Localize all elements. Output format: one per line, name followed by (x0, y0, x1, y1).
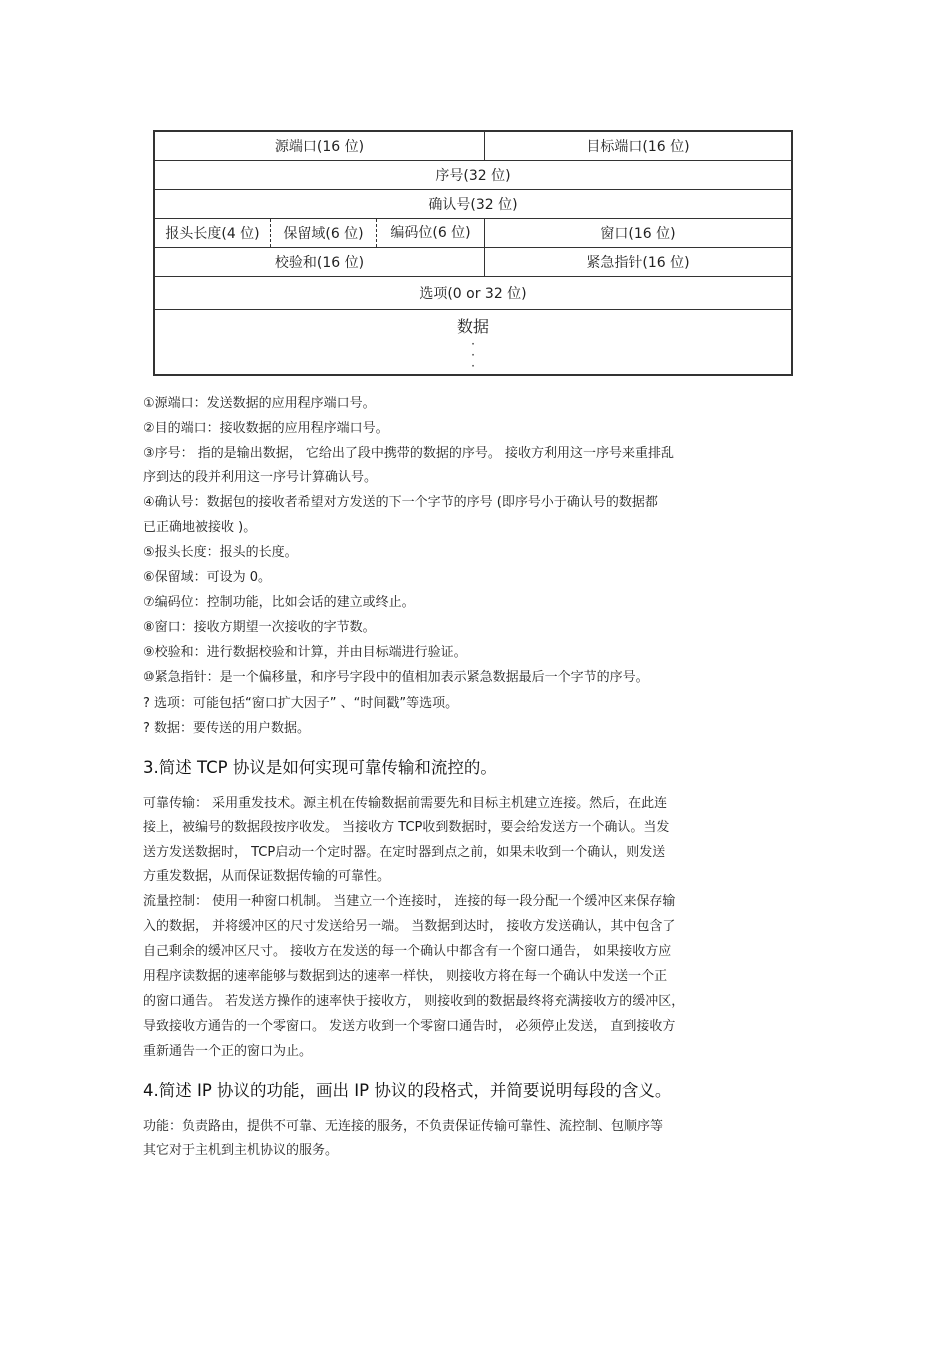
field-desc-4-cont: 已正确地被接收 )。 (143, 520, 257, 535)
q3-line-11: 重新通告一个正的窗口为止。 (143, 1044, 313, 1059)
q3-line-1: 可靠传输： 采用重发技术。源主机在传输数据前需要先和目标主机建立连接。然后，在此连 (143, 796, 668, 811)
q3-heading: 3.简述 TCP 协议是如何实现可靠传输和流控的。 (143, 758, 497, 777)
data-cell (155, 310, 791, 374)
row-flags (155, 219, 791, 248)
q3-line-2: 接上，被编号的数据段按序收发。 当接收方 TCP收到数据时，要会给发送方一个确认。当发 (143, 820, 670, 835)
row-seq (155, 161, 791, 190)
row-checksum (155, 248, 791, 277)
q3-line-10: 导致接收方通告的一个零窗口。 发送方收到一个零窗口通告时， 必须停止发送， 直到接收方 (143, 1019, 676, 1034)
q3-line-8: 用程序读数据的速率能够与数据到达的速率一样快， 则接收方将在每一个确认中发送一个正 (143, 969, 668, 984)
q3-line-7: 自己剩余的缓冲区尺寸。 接收方在发送的每一个确认中都含有一个窗口通告， 如果接收方应 (143, 944, 672, 959)
options-cell: 选项(0 or 32 位) (419, 286, 527, 302)
row-ack (155, 190, 791, 219)
checksum-cell: 校验和(16 位) (155, 248, 485, 276)
tcp-header-diagram (153, 130, 793, 376)
field-desc-1: ①源端口：发送数据的应用程序端口号。 (143, 396, 376, 411)
q3-line-5: 流量控制： 使用一种窗口机制。 当建立一个连接时， 连接的每一段分配一个缓冲区来保存输 (143, 894, 676, 909)
q4-heading: 4.简述 IP 协议的功能，画出 IP 协议的段格式，并简要说明每段的含义。 (143, 1081, 672, 1100)
field-desc-9: ⑨校验和：进行数据校验和计算，并由目标端进行验证。 (143, 645, 467, 660)
window-cell: 窗口(16 位) (600, 226, 676, 242)
src-port-cell: 源端口(16 位) (155, 132, 485, 160)
data-label: 数据 (456, 317, 489, 336)
field-desc-3: ③序号： 指的是输出数据， 它给出了段中携带的数据的序号。 接收方利用这一序号来重排乱 (143, 446, 675, 461)
field-desc-5: ⑤报头长度：报头的长度。 (143, 545, 298, 560)
field-desc-4: ④确认号：数据包的接收者希望对方发送的下一个字节的序号 (即序号小于确认号的数据都 (143, 495, 658, 510)
urgent-cell: 紧急指针(16 位) (586, 255, 690, 271)
q3-line-6: 入的数据， 并将缓冲区的尺寸发送给另一端。 当数据到达时， 接收方发送确认，其中包含了 (143, 919, 676, 934)
q4-line-2: 其它对于主机到主机协议的服务。 (143, 1143, 339, 1158)
q3-line-4: 方重发数据，从而保证数据传输的可靠性。 (143, 869, 391, 884)
ack-cell: 确认号(32 位) (428, 197, 518, 213)
field-desc-11: ? 选项：可能包括“窗口扩大因子” 、“时间戳”等选项。 (143, 696, 459, 711)
dst-port-cell: 目标端口(16 位) (586, 139, 690, 155)
q3-line-3: 送方发送数据时， TCP启动一个定时器。在定时器到点之前，如果未收到一个确认，则发送 (143, 845, 666, 860)
field-desc-3-cont: 序到达的段并利用这一序号计算确认号。 (143, 470, 378, 485)
row-options (155, 277, 791, 310)
row-ports (155, 132, 791, 161)
field-desc-10: ⑩紧急指针：是一个偏移量，和序号字段中的值相加表示紧急数据最后一个字节的序号。 (143, 670, 649, 685)
field-desc-7: ⑦编码位：控制功能，比如会话的建立或终止。 (143, 595, 415, 610)
hlen-cell: 报头长度(4 位) (155, 219, 271, 247)
field-desc-8: ⑧窗口：接收方期望一次接收的字节数。 (143, 620, 376, 635)
code-bits-cell: 编码位(6 位) (377, 219, 485, 247)
field-desc-12: ? 数据：要传送的用户数据。 (143, 721, 311, 736)
field-desc-2: ②目的端口：接收数据的应用程序端口号。 (143, 421, 389, 436)
q3-line-9: 的窗口通告。 若发送方操作的速率快于接收方， 则接收到的数据最终将充满接收方的缓冲区， (143, 994, 685, 1009)
reserved-cell: 保留域(6 位) (271, 219, 377, 247)
data-dots: · · · (471, 337, 475, 373)
field-desc-6: ⑥保留域：可设为 0。 (143, 570, 272, 585)
seq-cell: 序号(32 位) (435, 168, 511, 184)
q4-line-1: 功能：负责路由，提供不可靠、无连接的服务，不负责保证传输可靠性、流控制、包顺序等 (143, 1119, 664, 1134)
